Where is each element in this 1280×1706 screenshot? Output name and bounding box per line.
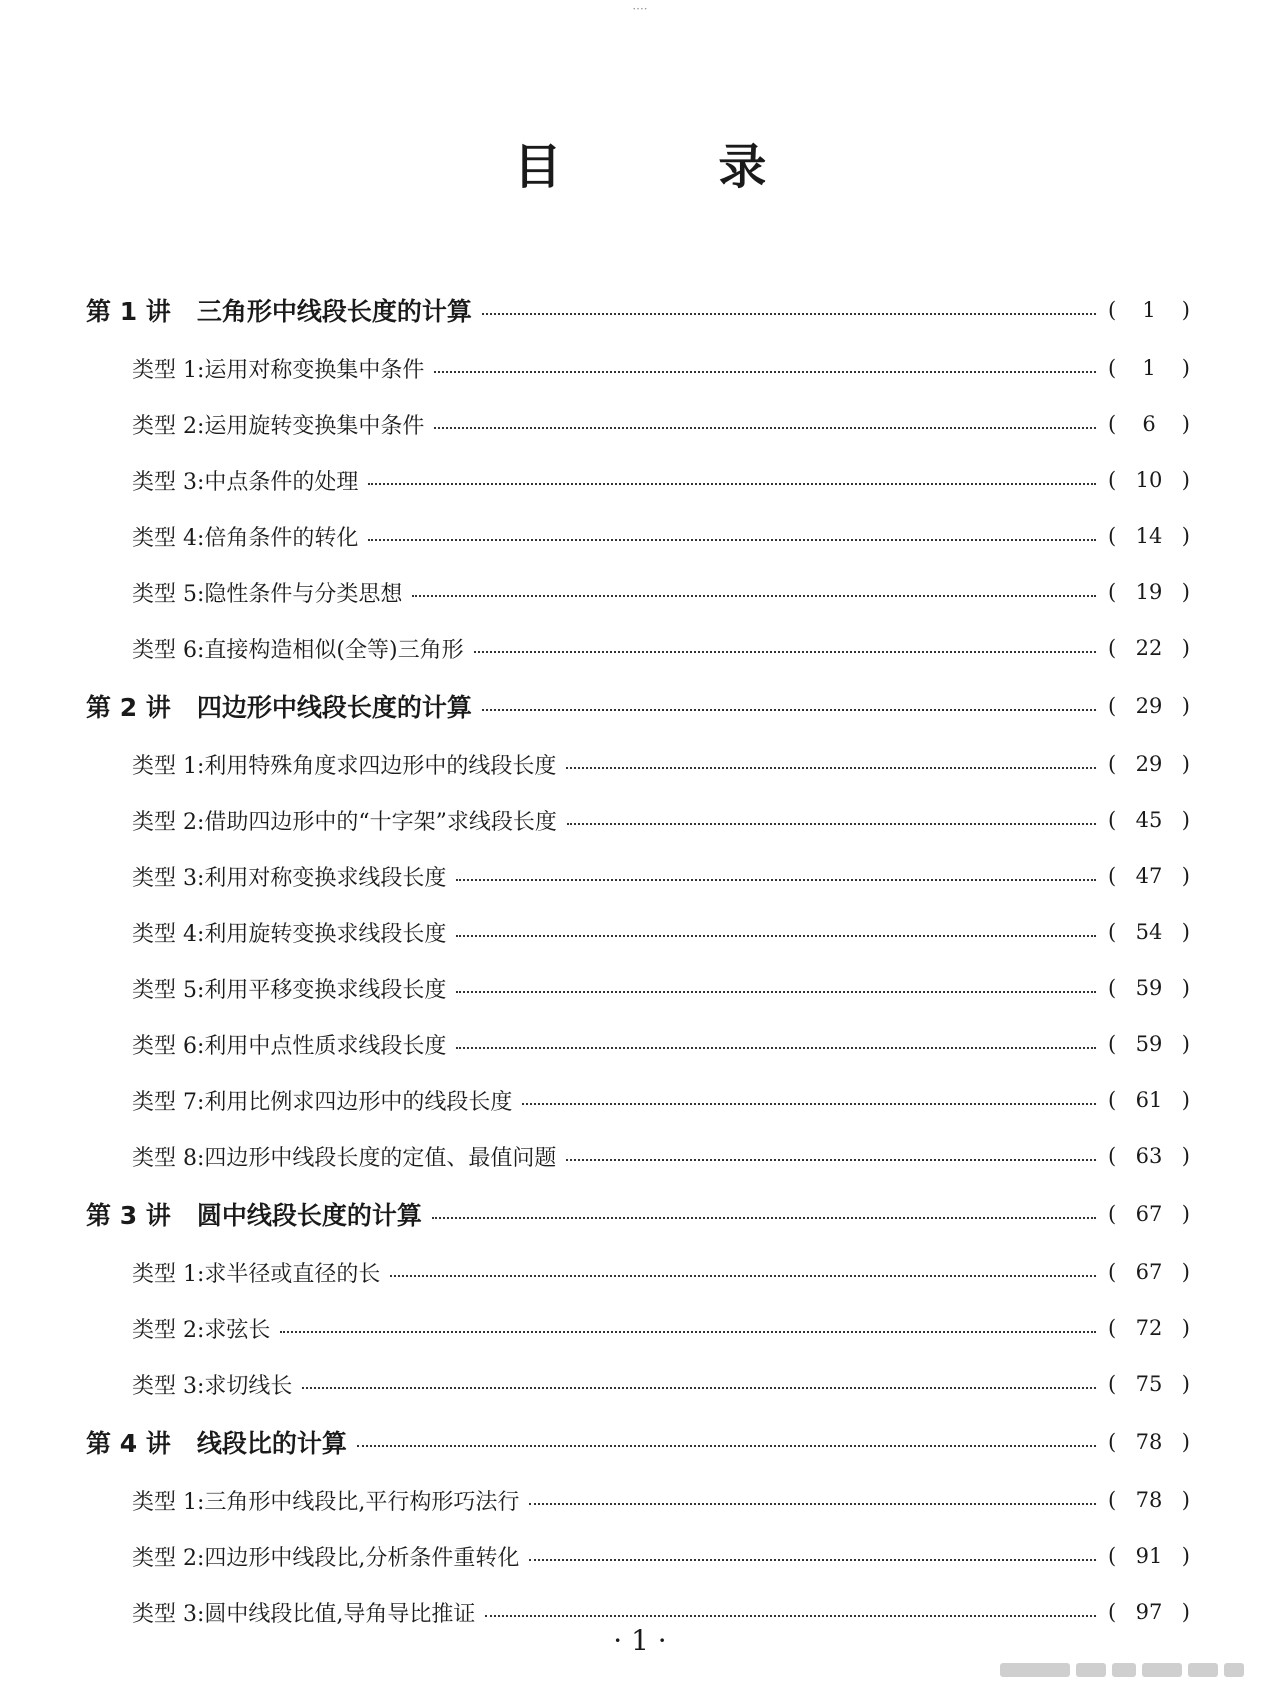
lecture-heading: [86, 292, 478, 328]
lecture-number: 第 4 讲: [86, 1429, 171, 1458]
item-label: 类型 2:运用旋转变换集中条件: [132, 413, 425, 439]
page-ref: [1108, 1088, 1190, 1112]
toc-item-row: [86, 848, 1190, 904]
page-ref: [1108, 1600, 1190, 1624]
toc-item-row: [86, 340, 1190, 396]
item-label: 类型 5:隐性条件与分类思想: [132, 581, 403, 607]
dot-leader: [368, 539, 1096, 541]
paren-close: ): [1181, 1032, 1190, 1056]
paren-close: ): [1181, 1488, 1190, 1512]
paren-open: (: [1108, 1144, 1117, 1168]
page-number-ref: 61: [1135, 1088, 1163, 1112]
paren-close: ): [1181, 1088, 1190, 1112]
page-ref: [1108, 1260, 1190, 1284]
item-label: 类型 6:直接构造相似(全等)三角形: [132, 637, 464, 663]
lecture-title: 线段比的计算: [196, 1429, 347, 1458]
dot-leader: [456, 935, 1096, 937]
item-label: 类型 2:四边形中线段比,分析条件重转化: [132, 1545, 520, 1571]
dot-leader: [412, 595, 1096, 597]
page-ref: [1108, 412, 1190, 436]
toc-lecture-row: [86, 676, 1190, 736]
page-ref: [1108, 1144, 1190, 1168]
toc-item-row: [86, 736, 1190, 792]
lecture-heading: [86, 688, 478, 724]
item-label: 类型 3:求切线长: [132, 1373, 293, 1399]
dot-leader: [522, 1103, 1096, 1105]
page-number-ref: 59: [1135, 976, 1163, 1000]
paren-open: (: [1108, 524, 1117, 548]
paren-open: (: [1108, 1316, 1117, 1340]
lecture-title: 圆中线段长度的计算: [196, 1201, 422, 1230]
item-label: 类型 3:圆中线段比值,导角导比推证: [132, 1601, 476, 1627]
paren-open: (: [1108, 636, 1117, 660]
page-number-ref: 1: [1142, 356, 1156, 380]
page-number-ref: 67: [1135, 1202, 1163, 1226]
page-ref: [1108, 1032, 1190, 1056]
toc-lecture-row: [86, 280, 1190, 340]
page-number-ref: 19: [1135, 580, 1163, 604]
toc-item-row: [86, 1300, 1190, 1356]
page-number-ref: 6: [1142, 412, 1156, 436]
paren-open: (: [1108, 752, 1117, 776]
dot-leader: [368, 483, 1096, 485]
page-number-ref: 10: [1135, 468, 1163, 492]
lecture-title: 三角形中线段长度的计算: [196, 297, 472, 326]
paren-close: ): [1181, 1316, 1190, 1340]
watermark: [1000, 1660, 1256, 1680]
page-ref: [1108, 976, 1190, 1000]
paren-close: ): [1181, 1600, 1190, 1624]
page-number-ref: 1: [1142, 298, 1156, 322]
page-ref: [1108, 468, 1190, 492]
lecture-number: 第 3 讲: [86, 1201, 171, 1230]
paren-open: (: [1108, 694, 1117, 718]
paren-close: ): [1181, 580, 1190, 604]
page-number-ref: 14: [1135, 524, 1163, 548]
page-ref: [1108, 920, 1190, 944]
page-number-ref: 78: [1135, 1430, 1163, 1454]
dot-leader: [434, 371, 1096, 373]
page-ref: [1108, 524, 1190, 548]
paren-close: ): [1181, 1544, 1190, 1568]
page-ref: [1108, 580, 1190, 604]
toc-lecture-row: [86, 1412, 1190, 1472]
lecture-number: 第 1 讲: [86, 297, 171, 326]
paren-close: ): [1181, 412, 1190, 436]
paren-open: (: [1108, 356, 1117, 380]
toc-lecture-row: [86, 1184, 1190, 1244]
paren-close: ): [1181, 864, 1190, 888]
item-label: 类型 2:求弦长: [132, 1317, 271, 1343]
paren-close: ): [1181, 1202, 1190, 1226]
page-number-ref: 72: [1135, 1316, 1163, 1340]
dot-leader: [432, 1217, 1096, 1219]
dot-leader: [485, 1615, 1096, 1617]
page-number-ref: 67: [1135, 1260, 1163, 1284]
dot-leader: [280, 1331, 1096, 1333]
paren-open: (: [1108, 1600, 1117, 1624]
paren-close: ): [1181, 356, 1190, 380]
paren-close: ): [1181, 468, 1190, 492]
item-label: 类型 3:中点条件的处理: [132, 469, 359, 495]
paren-close: ): [1181, 920, 1190, 944]
paren-open: (: [1108, 808, 1117, 832]
paren-close: ): [1181, 298, 1190, 322]
item-label: 类型 8:四边形中线段长度的定值、最值问题: [132, 1145, 557, 1171]
paren-close: ): [1181, 524, 1190, 548]
paren-close: ): [1181, 1144, 1190, 1168]
toc-item-row: [86, 508, 1190, 564]
paren-close: ): [1181, 1372, 1190, 1396]
item-label: 类型 7:利用比例求四边形中的线段长度: [132, 1089, 513, 1115]
page-ref: [1108, 808, 1190, 832]
toc-item-row: [86, 1356, 1190, 1412]
paren-open: (: [1108, 1488, 1117, 1512]
toc-item-row: [86, 564, 1190, 620]
dot-leader: [482, 709, 1096, 711]
page-ref: [1108, 1488, 1190, 1512]
page-ref: [1108, 694, 1190, 718]
paren-close: ): [1181, 976, 1190, 1000]
paren-open: (: [1108, 468, 1117, 492]
paren-close: ): [1181, 808, 1190, 832]
item-label: 类型 5:利用平移变换求线段长度: [132, 977, 447, 1003]
toc-item-row: [86, 1528, 1190, 1584]
item-label: 类型 3:利用对称变换求线段长度: [132, 865, 447, 891]
toc-item-row: [86, 792, 1190, 848]
dot-leader: [566, 1159, 1096, 1161]
paren-open: (: [1108, 864, 1117, 888]
paren-close: ): [1181, 694, 1190, 718]
toc-item-row: [86, 1072, 1190, 1128]
page-number-ref: 78: [1135, 1488, 1163, 1512]
dot-leader: [456, 879, 1096, 881]
paren-open: (: [1108, 976, 1117, 1000]
page-number: · 1 ·: [613, 1624, 667, 1657]
paren-close: ): [1181, 752, 1190, 776]
dot-leader: [482, 313, 1096, 315]
page-title: 目 录: [513, 139, 837, 195]
item-label: 类型 1:利用特殊角度求四边形中的线段长度: [132, 753, 557, 779]
dot-leader: [529, 1503, 1096, 1505]
item-label: 类型 1:运用对称变换集中条件: [132, 357, 425, 383]
paren-close: ): [1181, 1430, 1190, 1454]
toc-item-row: [86, 452, 1190, 508]
page-ref: [1108, 356, 1190, 380]
toc-item-row: [86, 1128, 1190, 1184]
paren-open: (: [1108, 1032, 1117, 1056]
top-mark: ····: [632, 2, 648, 16]
lecture-heading: [86, 1424, 353, 1460]
dot-leader: [566, 767, 1096, 769]
item-label: 类型 2:借助四边形中的“十字架”求线段长度: [132, 809, 557, 835]
page-number-ref: 75: [1135, 1372, 1163, 1396]
page-number-ref: 29: [1135, 694, 1163, 718]
toc-item-row: [86, 1244, 1190, 1300]
toc-item-row: [86, 1016, 1190, 1072]
paren-open: (: [1108, 1260, 1117, 1284]
page-ref: [1108, 1316, 1190, 1340]
page-number-ref: 22: [1135, 636, 1163, 660]
paren-open: (: [1108, 1088, 1117, 1112]
page-number-ref: 45: [1135, 808, 1163, 832]
dot-leader: [456, 1047, 1096, 1049]
lecture-title: 四边形中线段长度的计算: [196, 693, 472, 722]
page-number-ref: 29: [1135, 752, 1163, 776]
lecture-heading: [86, 1196, 428, 1232]
dot-leader: [474, 651, 1096, 653]
dot-leader: [357, 1445, 1096, 1447]
page-ref: [1108, 864, 1190, 888]
item-label: 类型 4:利用旋转变换求线段长度: [132, 921, 447, 947]
dot-leader: [529, 1559, 1096, 1561]
page-ref: [1108, 636, 1190, 660]
page-ref: [1108, 752, 1190, 776]
page-number-ref: 91: [1135, 1544, 1163, 1568]
item-label: 类型 1:求半径或直径的长: [132, 1261, 381, 1287]
paren-open: (: [1108, 1372, 1117, 1396]
page-number-ref: 54: [1135, 920, 1163, 944]
paren-close: ): [1181, 636, 1190, 660]
paren-open: (: [1108, 580, 1117, 604]
page-number-ref: 97: [1135, 1600, 1163, 1624]
dot-leader: [456, 991, 1096, 993]
paren-open: (: [1108, 1544, 1117, 1568]
paren-open: (: [1108, 1202, 1117, 1226]
item-label: 类型 4:倍角条件的转化: [132, 525, 359, 551]
toc-item-row: [86, 904, 1190, 960]
dot-leader: [302, 1387, 1096, 1389]
page-number-ref: 47: [1135, 864, 1163, 888]
table-of-contents: [86, 280, 1190, 1640]
dot-leader: [567, 823, 1096, 825]
page-number-ref: 63: [1135, 1144, 1163, 1168]
toc-item-row: [86, 396, 1190, 452]
lecture-number: 第 2 讲: [86, 693, 171, 722]
toc-item-row: [86, 960, 1190, 1016]
paren-close: ): [1181, 1260, 1190, 1284]
item-label: 类型 6:利用中点性质求线段长度: [132, 1033, 447, 1059]
page-ref: [1108, 1202, 1190, 1226]
page-ref: [1108, 298, 1190, 322]
paren-open: (: [1108, 1430, 1117, 1454]
page-ref: [1108, 1430, 1190, 1454]
dot-leader: [434, 427, 1096, 429]
item-label: 类型 1:三角形中线段比,平行构形巧法行: [132, 1489, 520, 1515]
page-ref: [1108, 1544, 1190, 1568]
paren-open: (: [1108, 298, 1117, 322]
paren-open: (: [1108, 920, 1117, 944]
toc-item-row: [86, 1472, 1190, 1528]
dot-leader: [390, 1275, 1096, 1277]
toc-item-row: [86, 620, 1190, 676]
page-number-ref: 59: [1135, 1032, 1163, 1056]
paren-open: (: [1108, 412, 1117, 436]
page-ref: [1108, 1372, 1190, 1396]
